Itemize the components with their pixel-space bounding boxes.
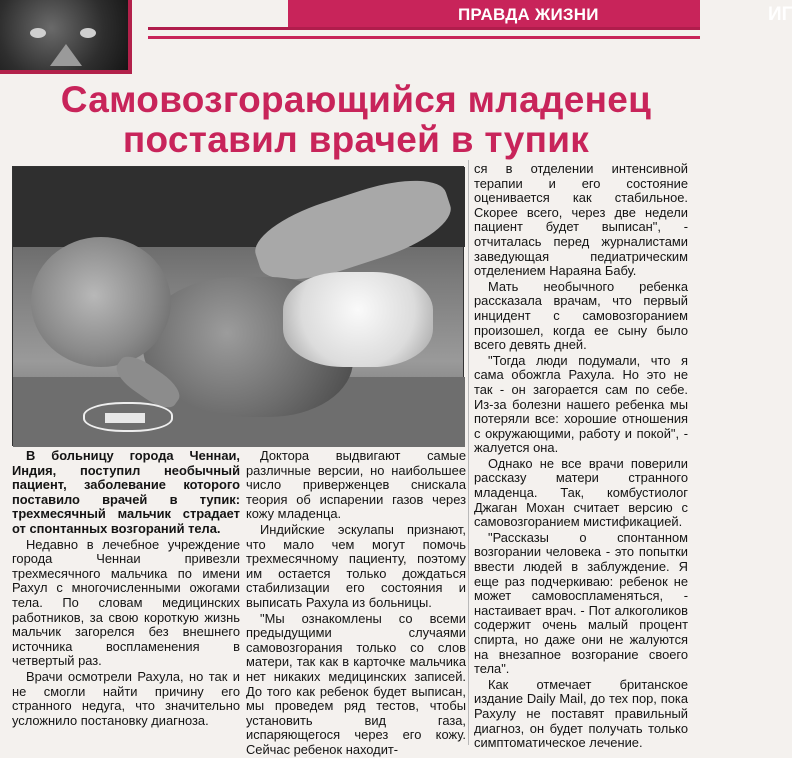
article-paragraph: Однако не все врачи поверили рассказу матери странного младенца. Так, комбустиолог Джаган Мохан считает версию с самовозгоранием мистификацией. — [474, 455, 688, 530]
article-paragraph: Врачи осмотрели Рахула, но так и не смогли найти причину его странного недуга, что значительно усложнило постановку диагноза. — [12, 668, 240, 728]
article-lead: В больницу города Ченнаи, Индия, поступил необычный пациент, заболевание которого поставило врачей в тупик: трехмесячный мальчик страдает от спонтанных возгораний тела. — [12, 448, 240, 536]
photo-baby-head — [31, 237, 171, 367]
article-paragraph: Индийские эскулапы признают, что мало чем могут помочь трехмесячному пациенту, поэтому им остается только дождаться стабилизации его состояния и выписать Рахула из больницы. — [246, 521, 466, 610]
article-column-1 — [12, 449, 240, 729]
article-paragraph: Как отмечает британское издание Daily Mail, до тех пор, пока Рахулу не поставят правильный диагноз, он будет получать только симптоматическое лечение. — [474, 676, 688, 751]
article-headline: Самовозгорающийся младенец поставил врачей в тупик — [60, 79, 652, 160]
article-paragraph: Недавно в лечебное учреждение города Ченнаи привезли трехмесячного мальчика по имени Рахул с многочисленными ожогами тела. По словам медицинских работников, за свою короткую жизнь мальчик загорелся без внешнего источника воспламенения в четвертый раз. — [12, 536, 240, 669]
article-paragraph: Доктора выдвигают самые различные версии, но наибольшее число приверженцев снискала теория об испарении газов через кожу младенца. — [246, 448, 466, 522]
photo-eye — [30, 28, 46, 38]
article-photo — [12, 166, 464, 446]
header-band-gap — [148, 0, 288, 30]
photo-shape — [50, 44, 82, 66]
column-divider — [468, 160, 469, 745]
section-tag: ИГ — [768, 4, 792, 25]
article-paragraph: ся в отделении интенсивной терапии и его состояние оценивается как стабильное. Скорее всего, через две недели пациент будет выписан", - отчиталась перед журналистами заведующая педиатрическим отделением Нараяна Бабу. — [474, 161, 688, 279]
photo-eye — [80, 28, 96, 38]
rubric-title: ПРАВДА ЖИЗНИ — [458, 5, 599, 24]
article-paragraph: "Мы ознакомлены со всеми предыдущими случаями самовозгорания только со слов матери, так как в карточке мальчика нет никаких медицинских записей. До того как ребенок будет выписан, мы проведем ряд тестов, чтобы установить вид газа, испаряющегося через его кожу. Сейчас ребенок находит- — [246, 610, 466, 757]
header-band — [148, 0, 792, 30]
article-column-2 — [246, 449, 466, 758]
header-rule — [148, 36, 700, 39]
article-column-3 — [474, 162, 688, 752]
article-paragraph: "Рассказы о спонтанном возгорании человека - это попытки ввести людей в заблуждение. Я еще раз подчеркиваю: ребенок не может самовоспламеняться, - настаивает врач. - Пот алкоголиков содержит очень малый процент спирта, но даже они не жалуются на внезапное возгорание своего тела". — [474, 529, 688, 677]
photo-diaper — [283, 272, 433, 367]
article-paragraph: Мать необычного ребенка рассказала врачам, что первый инцидент с самовозгоранием произошел, когда ее сыну было всего девять дней. — [474, 278, 688, 353]
corner-photo — [0, 0, 132, 74]
article-paragraph: "Тогда люди подумали, что я сама обожгла Рахула. Но это не так - он загорается сам по себе. Из-за болезни нашего ребенка мы потеряли все: хорошие отношения с окружающими, работу и покой", - жалуется она. — [474, 352, 688, 456]
photo-id-label — [105, 413, 145, 423]
